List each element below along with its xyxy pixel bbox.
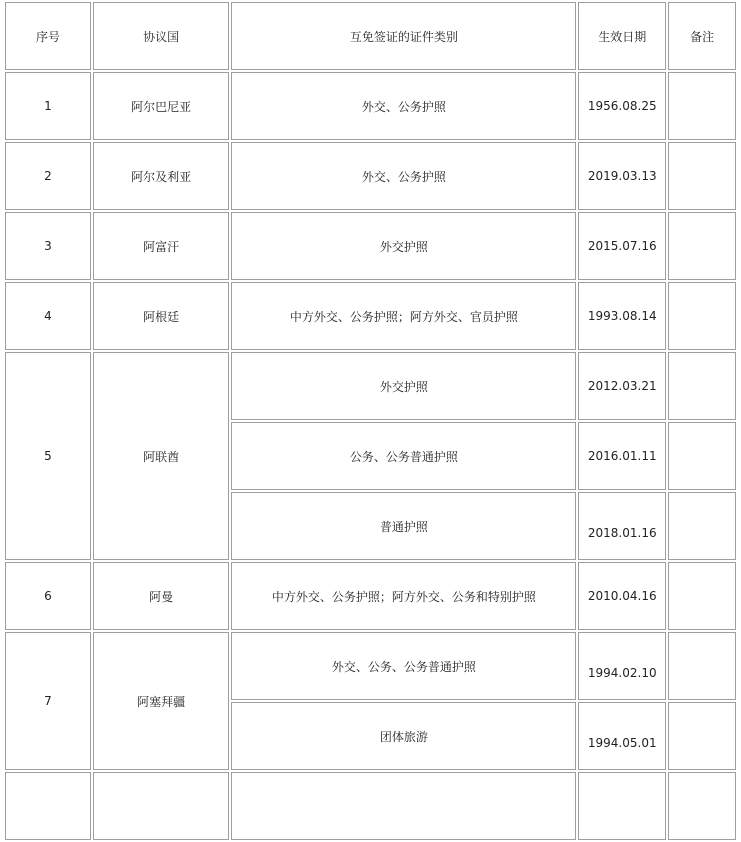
row-date bbox=[578, 492, 666, 560]
table-row bbox=[5, 212, 736, 280]
table-row bbox=[5, 72, 736, 140]
row-date: 1993.08.14 bbox=[578, 282, 666, 350]
row-note bbox=[668, 72, 736, 140]
header-date: 生效日期 bbox=[578, 2, 666, 70]
row-country: 阿富汗 bbox=[93, 212, 230, 280]
row-type: 外交、公务护照 bbox=[231, 142, 576, 210]
row-no: 5 bbox=[5, 352, 91, 560]
row-country: 阿尔及利亚 bbox=[93, 142, 230, 210]
row-country: 阿根廷 bbox=[93, 282, 230, 350]
row-date: 2019.03.13 bbox=[578, 142, 666, 210]
row-date bbox=[578, 772, 666, 840]
row-country: 阿联酋 bbox=[93, 352, 230, 560]
table-row bbox=[5, 282, 736, 350]
row-date-value: 1994.02.10 bbox=[587, 666, 657, 680]
row-type: 中方外交、公务护照；阿方外交、官员护照 bbox=[231, 282, 576, 350]
row-type: 普通护照 bbox=[231, 492, 576, 560]
row-date: 1956.08.25 bbox=[578, 72, 666, 140]
header-row bbox=[5, 2, 736, 70]
row-type bbox=[231, 772, 576, 840]
table-row bbox=[5, 632, 736, 700]
row-note bbox=[668, 562, 736, 630]
row-no: 2 bbox=[5, 142, 91, 210]
row-note bbox=[668, 282, 736, 350]
row-note bbox=[668, 492, 736, 560]
row-note bbox=[668, 702, 736, 770]
row-no: 6 bbox=[5, 562, 91, 630]
row-type: 公务、公务普通护照 bbox=[231, 422, 576, 490]
table-row bbox=[5, 562, 736, 630]
row-note bbox=[668, 142, 736, 210]
row-type: 外交护照 bbox=[231, 352, 576, 420]
row-no: 1 bbox=[5, 72, 91, 140]
table-row bbox=[5, 142, 736, 210]
row-note bbox=[668, 212, 736, 280]
row-date: 2010.04.16 bbox=[578, 562, 666, 630]
row-type: 团体旅游 bbox=[231, 702, 576, 770]
row-note bbox=[668, 352, 736, 420]
row-country bbox=[93, 772, 230, 840]
visa-exemption-table bbox=[3, 0, 738, 842]
row-no: 4 bbox=[5, 282, 91, 350]
header-no: 序号 bbox=[5, 2, 91, 70]
row-no: 3 bbox=[5, 212, 91, 280]
row-date-value: 1994.05.01 bbox=[587, 736, 657, 750]
row-note bbox=[668, 632, 736, 700]
row-country: 阿尔巴尼亚 bbox=[93, 72, 230, 140]
row-country: 阿曼 bbox=[93, 562, 230, 630]
header-country: 协议国 bbox=[93, 2, 230, 70]
header-note: 备注 bbox=[668, 2, 736, 70]
row-note bbox=[668, 422, 736, 490]
row-type: 外交、公务护照 bbox=[231, 72, 576, 140]
row-type: 外交、公务、公务普通护照 bbox=[231, 632, 576, 700]
header-type: 互免签证的证件类别 bbox=[231, 2, 576, 70]
row-type: 中方外交、公务护照；阿方外交、公务和特别护照 bbox=[231, 562, 576, 630]
table-row bbox=[5, 352, 736, 420]
row-type: 外交护照 bbox=[231, 212, 576, 280]
row-date bbox=[578, 632, 666, 700]
row-date bbox=[578, 702, 666, 770]
row-date-value: 2018.01.16 bbox=[587, 526, 657, 540]
row-note bbox=[668, 772, 736, 840]
row-date: 2016.01.11 bbox=[578, 422, 666, 490]
row-country: 阿塞拜疆 bbox=[93, 632, 230, 770]
row-no: 7 bbox=[5, 632, 91, 770]
row-date: 2012.03.21 bbox=[578, 352, 666, 420]
row-no bbox=[5, 772, 91, 840]
table-row-partial bbox=[5, 772, 736, 840]
row-date: 2015.07.16 bbox=[578, 212, 666, 280]
